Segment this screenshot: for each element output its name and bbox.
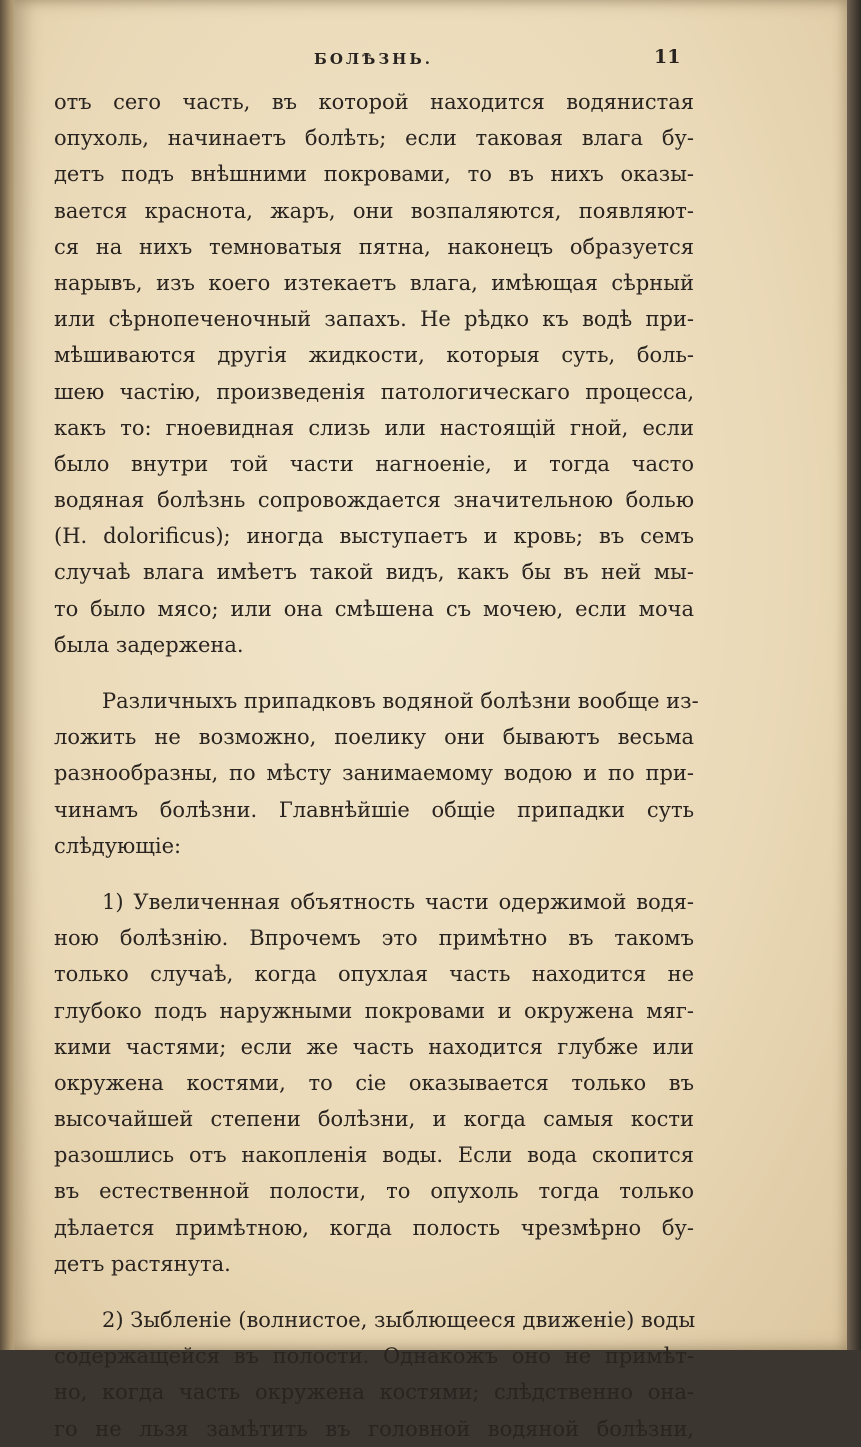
- text-line: детъ растянута.: [54, 1251, 231, 1276]
- text-line: но, когда часть окружена костями; слѣдственно она-: [54, 1380, 694, 1405]
- text-line: вается краснота, жаръ, они возпаляются, появляют-: [54, 198, 694, 223]
- text-line: ложить не возможно, поелику они бываютъ весьма: [54, 725, 694, 750]
- text-line: разнообразны, по мѣсту занимаемому водою и по при-: [54, 761, 694, 786]
- text-line: окружена костями, то сіе оказывается только въ: [54, 1070, 694, 1095]
- text-line: содержащейся въ полости. Однакожъ оно не примѣт-: [54, 1344, 694, 1369]
- text-line: детъ подъ внѣшними покровами, то въ нихъ оказы-: [54, 162, 694, 187]
- text-line: или сѣрнопеченочный запахъ. Не рѣдко къ водѣ при-: [54, 307, 694, 332]
- page-edge-shadow: [847, 0, 861, 1350]
- text-line: нарывъ, изъ коего изтекаетъ влага, имѣющая сѣрный: [54, 270, 694, 295]
- paragraph-1: [54, 84, 694, 663]
- text-line: дѣлается примѣтною, когда полость чрезмѣрно бу-: [54, 1215, 694, 1240]
- paragraph-3: [54, 884, 694, 1282]
- text-line: въ естественной полости, то опухоль тогда только: [54, 1179, 694, 1204]
- text-line: го не льзя замѣтить въ головной водяной болѣзни,: [54, 1416, 694, 1441]
- paragraph-gap: [54, 864, 694, 884]
- text-line: водяная болѣзнь сопровождается значительною болью: [54, 488, 694, 513]
- paragraph-gap: [54, 1282, 694, 1302]
- text-line: высочайшей степени болѣзни, и когда самыя кости: [54, 1107, 694, 1132]
- text-line: чинамъ болѣзни. Главнѣйшіе общіе припадки суть: [54, 797, 694, 822]
- text-line: разошлись отъ накопленія воды. Если вода скопится: [54, 1143, 694, 1168]
- text-line: мѣшиваются другія жидкости, которыя суть, боль-: [54, 343, 694, 368]
- text-line: 1) Увеличенная объятность части одержимой водя-: [102, 889, 694, 914]
- text-line: случаѣ влага имѣетъ такой видъ, какъ бы въ ней мы-: [54, 560, 694, 585]
- text-line: ною болѣзнію. Впрочемъ это примѣтно въ такомъ: [54, 926, 694, 951]
- text-line: была задержена.: [54, 632, 244, 657]
- text-line: (H. dolorificus); иногда выступаетъ и кровь; въ семъ: [54, 524, 694, 549]
- text-line: какъ то: гноевидная слизь или настоящій гной, если: [54, 415, 694, 440]
- paragraph-gap: [54, 663, 694, 683]
- text-line: Различныхъ припадковъ водяной болѣзни вообще из-: [102, 689, 699, 713]
- text-line: ся на нихъ темноватыя пятна, наконецъ образуется: [54, 234, 694, 259]
- text-line: шею частію, произведенія патологическаго процесса,: [54, 379, 694, 404]
- text-line: глубоко подъ наружными покровами и окружена мяг-: [54, 998, 694, 1023]
- text-line: отъ сего часть, въ которой находится водянистая: [54, 90, 694, 114]
- text-line: то было мясо; или она смѣшена съ мочею, если моча: [54, 596, 694, 621]
- text-line: опухоль, начинаетъ болѣть; если таковая влага бу-: [54, 126, 694, 151]
- page-number: 11: [654, 46, 681, 68]
- body-text: [54, 84, 699, 1447]
- text-line: 2) Зыбленіе (волнистое, зыблющееся движеніе) воды: [102, 1308, 696, 1332]
- book-page: [14, 0, 848, 1441]
- paragraph-4: [54, 1302, 694, 1447]
- text-line: было внутри той части нагноеніе, и тогда часто: [54, 451, 694, 476]
- text-line: кими частями; если же часть находится глубже или: [54, 1034, 694, 1059]
- text-line: только случаѣ, когда опухлая часть находится не: [54, 962, 694, 987]
- page-header: [14, 46, 848, 76]
- paragraph-2: [54, 683, 699, 864]
- text-line: слѣдующіе:: [54, 833, 182, 858]
- running-head: БОЛѢЗНЬ.: [314, 50, 433, 68]
